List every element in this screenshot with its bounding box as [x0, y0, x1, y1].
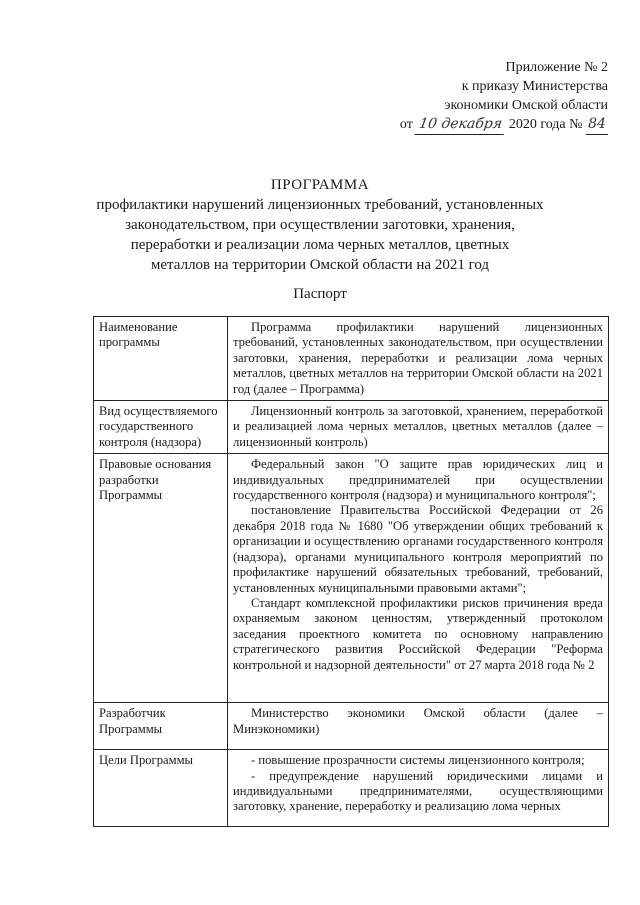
row-value — [228, 750, 609, 827]
program-title — [40, 175, 600, 275]
table-row — [94, 454, 609, 703]
handwritten-date: 10 декабря — [415, 115, 507, 135]
title-line-2: законодательством, при осуществлении заготовки, хранения, — [125, 217, 515, 233]
table-row — [94, 750, 609, 827]
value-paragraph: Стандарт комплексной профилактики рисков причинения вреда охраняемым законом ценностям, утвержденный протоколом заседания проектного комитета по основному направлению стратегического развития Российской Федерации "Реформа контрольной и надзорной деятельности" от 27 марта 2018 года № 2 — [233, 595, 603, 672]
row-label — [94, 750, 228, 827]
passport-table — [93, 316, 609, 827]
appendix-line-2: к приказу Министерства — [461, 79, 608, 94]
title-line-3: переработки и реализации лома черных металлов, цветных — [130, 237, 510, 253]
appendix-line-1: Приложение № 2 — [505, 60, 608, 75]
date-year: 2020 года № — [508, 117, 583, 132]
row-label — [94, 401, 228, 454]
row-value — [228, 401, 609, 454]
handwritten-number: 84 — [586, 115, 608, 135]
row-label — [94, 703, 228, 750]
value-paragraph: - повышение прозрачности системы лицензионного контроля; — [251, 753, 585, 768]
value-paragraph: Федеральный закон "О защите прав юридических лиц и индивидуальных предпринимателей при осуществлении государственного контроля (надзора) и муниципального контроля"; — [233, 457, 603, 503]
value-paragraph: - предупреждение нарушений юридическими лицами и индивидуальными предпринимателями, осуществляющими заготовку, хранение, переработку и реализацию лома черных — [233, 768, 603, 814]
value-paragraph: постановление Правительства Российской Федерации от 26 декабря 2018 года № 1680 "Об утверждении общих требований к организации и осуществлению органами государственного контроля (надзора), органами муниципального контроля мероприятий по профилактике нарушений обязательных требований, требований, установленных муниципальными правовыми актами"; — [233, 503, 603, 595]
label-line: Программы — [99, 488, 163, 503]
passport-heading: Паспорт — [293, 286, 347, 302]
label-line: Правовые основания — [99, 457, 212, 472]
label-line: государственного — [99, 419, 194, 434]
value-paragraph: Программа профилактики нарушений лицензионных требований, установленных законодательством, при осуществлении заготовки, хранения, переработки и реализации лома черных металлов, цветных металлов на территории Омской области на 2021 год (далее – Программа) — [233, 320, 603, 396]
appendix-line-3: экономики Омской области — [444, 98, 608, 113]
value-paragraph: Лицензионный контроль за заготовкой, хранением, переработкой и реализацией лома черных металлов, цветных металлов (далее – лицензионный контроль) — [233, 404, 603, 449]
row-label — [94, 454, 228, 703]
appendix-date-line — [358, 115, 608, 135]
label-line: программы — [99, 335, 160, 350]
row-value — [228, 703, 609, 750]
row-value — [228, 454, 609, 703]
label-line: Разработчик — [99, 706, 166, 721]
table-row — [94, 317, 609, 401]
appendix-block — [358, 58, 608, 135]
row-value — [228, 317, 609, 401]
title-word: ПРОГРАММА — [270, 177, 370, 193]
date-prefix: от — [399, 117, 413, 132]
label-line: Программы — [99, 721, 163, 736]
table-row — [94, 401, 609, 454]
table-row — [94, 703, 609, 750]
label-line: Наименование — [99, 320, 178, 334]
title-line-4: металлов на территории Омской области на 2021 год — [150, 257, 490, 273]
label-line: разработки — [99, 472, 159, 487]
value-paragraph: Министерство экономики Омской области (далее – Минэкономики) — [233, 706, 603, 736]
row-label — [94, 317, 228, 401]
label-line: Вид осуществляемого — [99, 404, 218, 419]
label-line: контроля (надзора) — [99, 434, 202, 449]
title-line-1: профилактики нарушений лицензионных требований, установленных — [96, 197, 544, 213]
label-line: Цели Программы — [99, 753, 193, 768]
